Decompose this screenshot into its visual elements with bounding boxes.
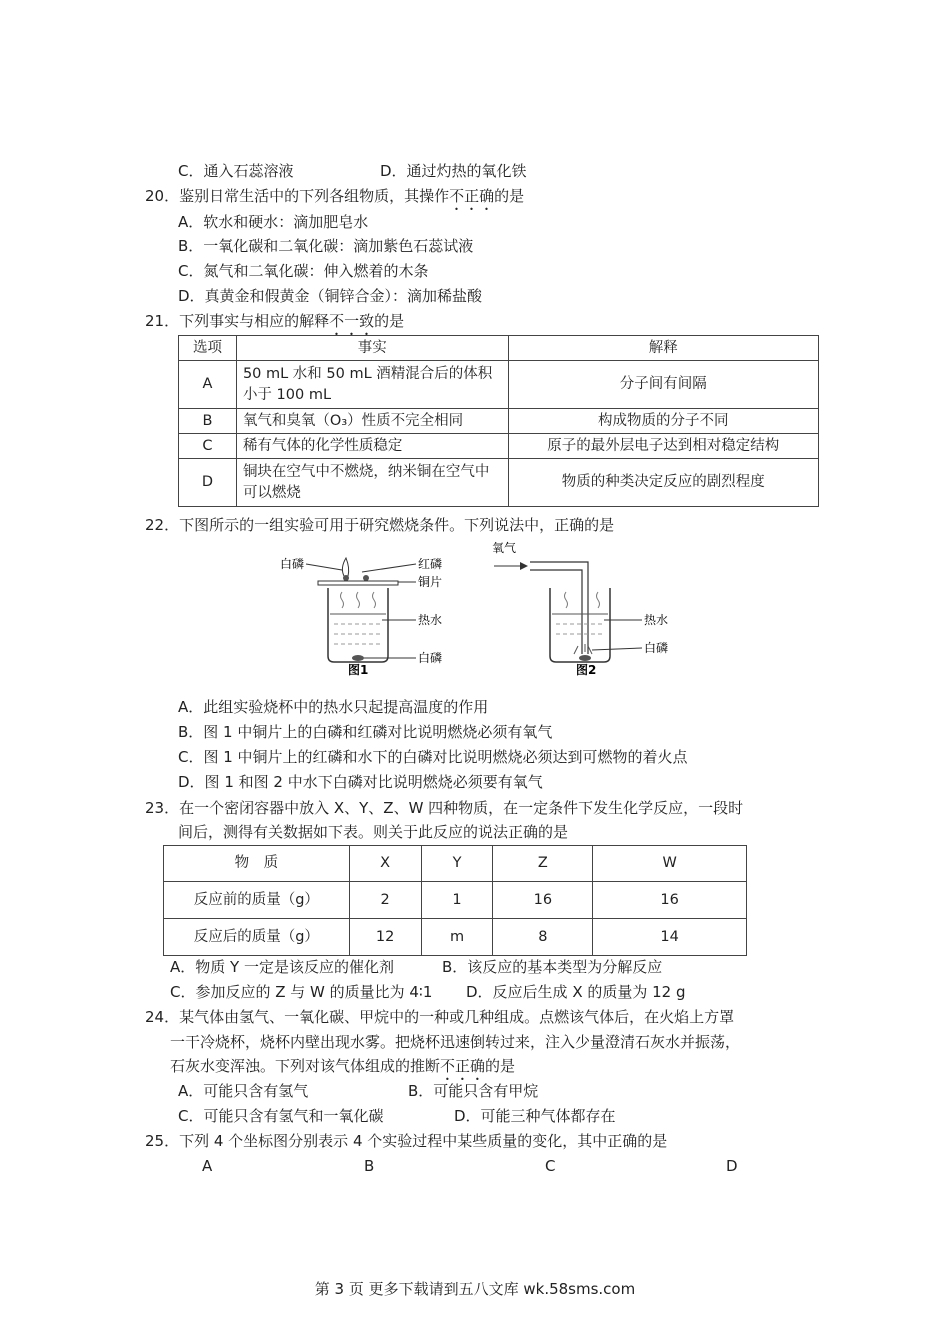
q23-row-before-label: 反应前的质量（g） xyxy=(164,882,350,919)
q23-row-after-label: 反应后的质量（g） xyxy=(164,919,350,956)
fig1-label-copper-sheet: 铜片 xyxy=(418,575,443,589)
q21-row-a-option: A xyxy=(179,361,237,409)
q23-number: 23． xyxy=(145,799,180,817)
arrow-icon xyxy=(520,562,528,570)
q20-option-b: B．一氧化碳和二氧化碳：滴加紫色石蕊试液 xyxy=(178,237,474,255)
q23-table xyxy=(163,845,747,956)
q23-row-after-w: 14 xyxy=(593,919,747,956)
q21-row-c-fact: 稀有气体的化学性质稳定 xyxy=(236,434,508,459)
leader-line xyxy=(306,564,342,570)
table-row xyxy=(179,409,819,434)
q24-option-d: D．可能三种气体都存在 xyxy=(454,1107,616,1125)
q19-option-c: C．通入石蕊溶液 xyxy=(178,162,294,180)
q24-stem-line1 xyxy=(145,1006,734,1028)
table-row xyxy=(164,882,747,919)
table-row xyxy=(179,459,819,507)
q22-option-d: D．图 1 和图 2 中水下白磷对比说明燃烧必须要有氧气 xyxy=(178,773,543,791)
fig2-caption: 图2 xyxy=(576,663,597,676)
q25-stem-text: 下列 4 个坐标图分别表示 4 个实验过程中某些质量的变化，其中正确的是 xyxy=(179,1132,668,1150)
q24-option-b: B．可能只含有甲烷 xyxy=(408,1082,539,1100)
q20-stem-end: 的是 xyxy=(494,187,525,205)
q23-row-before-z: 16 xyxy=(493,882,593,919)
fig2-label-oxygen: 氧气 xyxy=(492,541,517,555)
q23-header-substance: 物 质 xyxy=(164,846,350,882)
page-footer: 第 3 页 更多下载请到五八文库 wk.58sms.com xyxy=(314,1280,636,1298)
q24-stem-end: 的是 xyxy=(485,1057,516,1075)
fig1-label-hot-water: 热水 xyxy=(418,613,443,627)
beaker xyxy=(550,588,610,662)
q19-option-d: D．通过灼热的氧化铁 xyxy=(380,162,527,180)
white-phosphorus-dot xyxy=(343,575,349,581)
q22-stem-text: 下图所示的一组实验可用于研究燃烧条件。下列说法中，正确的是 xyxy=(179,516,615,534)
q21-number: 21． xyxy=(145,312,180,330)
q20-option-d: D．真黄金和假黄金（铜锌合金）：滴加稀盐酸 xyxy=(178,287,483,305)
q20-option-c: C．氮气和二氧化碳：伸入燃着的木条 xyxy=(178,262,429,280)
q24-stem-text-1: 某气体由氢气、一氧化碳、甲烷中的一种或几种组成。点燃该气体后，在火焰上方罩 xyxy=(179,1008,735,1026)
q23-header-z: Z xyxy=(493,846,593,882)
q22-option-a: A．此组实验烧杯中的热水只起提高温度的作用 xyxy=(178,698,489,716)
q23-header-w: W xyxy=(593,846,747,882)
q23-row-before-x: 2 xyxy=(349,882,421,919)
q23-row-before-w: 16 xyxy=(593,882,747,919)
q21-row-c-reason: 原子的最外层电子达到相对稳定结构 xyxy=(508,434,818,459)
leader-line xyxy=(362,564,416,572)
q20-stem-emphasis: 不正确 xyxy=(449,187,495,205)
leader-line xyxy=(592,648,642,650)
q23-row-after-z: 8 xyxy=(493,919,593,956)
bubbles-icon xyxy=(574,644,592,654)
figure-1 xyxy=(270,548,470,676)
q25-stem xyxy=(145,1130,667,1152)
copper-plate xyxy=(318,581,398,585)
q21-row-b-option: B xyxy=(179,409,237,434)
q21-row-d-option: D xyxy=(179,459,237,507)
q25-label-d: D xyxy=(726,1157,738,1175)
q24-option-a: A．可能只含有氢气 xyxy=(178,1082,309,1100)
q23-option-b: B．该反应的基本类型为分解反应 xyxy=(442,958,663,976)
q22-option-c: C．图 1 中铜片上的红磷和水下的白磷对比说明燃烧必须达到可燃物的着火点 xyxy=(178,748,688,766)
q21-stem-text: 下列事实与相应的解释 xyxy=(179,312,330,330)
red-phosphorus-dot xyxy=(363,575,369,581)
q24-stem-emphasis: 不正确 xyxy=(440,1057,486,1075)
q20-stem xyxy=(145,185,524,214)
figure-2 xyxy=(488,540,688,676)
q21-row-b-fact: 氧气和臭氧（O₃）性质不完全相同 xyxy=(236,409,508,434)
q23-option-a: A．物质 Y 一定是该反应的催化剂 xyxy=(170,958,394,976)
q21-header-fact: 事实 xyxy=(236,336,508,361)
q24-option-c: C．可能只含有氢气和一氧化碳 xyxy=(178,1107,384,1125)
q23-row-after-x: 12 xyxy=(349,919,421,956)
underwater-phosphorus xyxy=(352,655,364,661)
q21-row-d-fact: 铜块在空气中不燃烧，纳米铜在空气中可以燃烧 xyxy=(236,459,508,507)
underwater-phosphorus xyxy=(579,655,591,661)
beaker xyxy=(328,588,388,662)
fig1-label-white-phosphorus-2: 白磷 xyxy=(418,651,443,665)
q25-label-a: A xyxy=(202,1157,213,1175)
q24-stem-text-3: 石灰水变浑浊。下列对该气体组成的推断 xyxy=(170,1057,441,1075)
q22-stem xyxy=(145,514,614,536)
fig1-label-red-phosphorus: 红磷 xyxy=(418,557,443,571)
q25-number: 25． xyxy=(145,1132,180,1150)
q21-row-d-reason: 物质的种类决定反应的剧烈程度 xyxy=(508,459,818,507)
q21-row-a-reason: 分子间有间隔 xyxy=(508,361,818,409)
fig2-label-hot-water: 热水 xyxy=(644,613,669,627)
table-row xyxy=(179,434,819,459)
q23-row-before-y: 1 xyxy=(421,882,493,919)
q24-number: 24． xyxy=(145,1008,180,1026)
q21-header-option: 选项 xyxy=(179,336,237,361)
flame-icon xyxy=(342,558,348,576)
q25-label-b: B xyxy=(364,1157,375,1175)
q20-stem-text: 鉴别日常生活中的下列各组物质，其操作 xyxy=(179,187,450,205)
q23-header-x: X xyxy=(349,846,421,882)
q21-header-reason: 解释 xyxy=(508,336,818,361)
q22-number: 22． xyxy=(145,516,180,534)
q21-stem-emphasis: 不一致 xyxy=(329,312,375,330)
q23-header-y: Y xyxy=(421,846,493,882)
fig2-label-white-phosphorus: 白磷 xyxy=(644,641,669,655)
table-row xyxy=(164,919,747,956)
steam-icon xyxy=(341,592,376,608)
q23-stem-text-1: 在一个密闭容器中放入 X、Y、Z、W 四种物质，在一定条件下发生化学反应，一段时 xyxy=(179,799,744,817)
q23-stem-line1 xyxy=(145,797,743,819)
q21-table xyxy=(178,335,819,507)
oxygen-tube xyxy=(530,562,588,654)
fig1-label-white-phosphorus: 白磷 xyxy=(280,557,305,571)
q21-row-b-reason: 构成物质的分子不同 xyxy=(508,409,818,434)
q20-option-a: A．软水和硬水：滴加肥皂水 xyxy=(178,213,369,231)
q23-row-after-y: m xyxy=(421,919,493,956)
q21-row-a-fact: 50 mL 水和 50 mL 酒精混合后的体积小于 100 mL xyxy=(236,361,508,409)
q24-stem-line2: 一干冷烧杯，烧杯内壁出现水雾。把烧杯迅速倒转过来，注入少量澄清石灰水并振荡， xyxy=(170,1033,741,1051)
q25-label-c: C xyxy=(545,1157,556,1175)
q23-option-c: C．参加反应的 Z 与 W 的质量比为 4∶1 xyxy=(170,983,433,1001)
table-row xyxy=(179,361,819,409)
q20-number: 20． xyxy=(145,187,180,205)
q23-option-d: D．反应后生成 X 的质量为 12 g xyxy=(466,983,686,1001)
q21-row-c-option: C xyxy=(179,434,237,459)
fig1-caption: 图1 xyxy=(348,663,369,676)
q21-stem-end: 的是 xyxy=(374,312,405,330)
q22-option-b: B．图 1 中铜片上的白磷和红磷对比说明燃烧必须有氧气 xyxy=(178,723,553,741)
q23-stem-line2: 间后，测得有关数据如下表。则关于此反应的说法正确的是 xyxy=(178,823,569,841)
